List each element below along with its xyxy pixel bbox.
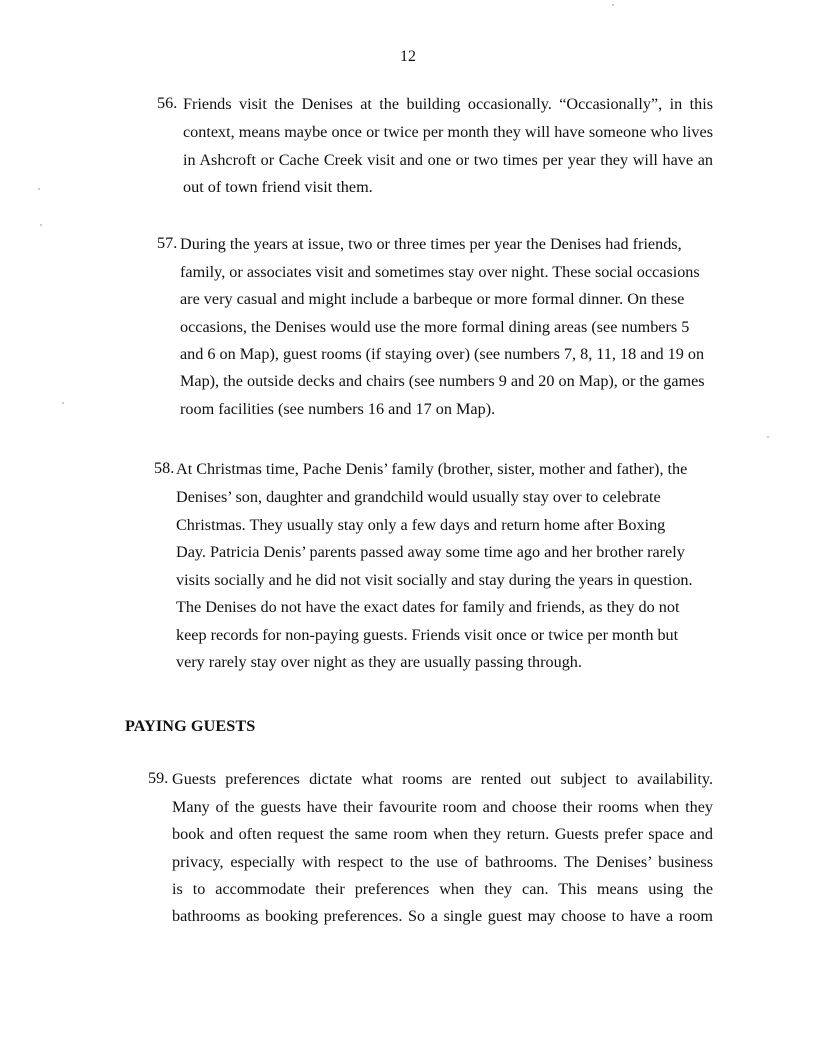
- paragraph-56: [157, 94, 713, 204]
- paragraph-line: At Christmas time, Pache Denis’ family (brother, sister, mother and father), the: [176, 460, 688, 478]
- paragraph-line: book and often request the same room when they return. Guests prefer space and: [172, 825, 713, 843]
- paragraph-line: is to accommodate their preferences when they can. This means using the: [172, 880, 713, 898]
- paragraph-line: bathrooms as booking preferences. So a single guest may choose to have a room: [172, 907, 713, 925]
- paragraph-line: privacy, especially with respect to the use of bathrooms. The Denises’ business: [172, 853, 713, 871]
- paragraph-number: 58.: [154, 459, 175, 477]
- paragraph-line: room facilities (see numbers 16 and 17 on Map).: [180, 400, 496, 418]
- paragraph-line: out of town friend visit them.: [183, 178, 373, 196]
- paragraph-59: [148, 769, 713, 939]
- paragraph-line: context, means maybe once or twice per month they will have someone who lives: [183, 123, 713, 141]
- paragraph-line: keep records for non-paying guests. Friends visit once or twice per month but: [176, 626, 679, 644]
- scan-speck: [40, 224, 42, 226]
- scan-speck: [767, 436, 769, 438]
- paragraph-line: occasions, the Denises would use the more formal dining areas (see numbers 5: [180, 318, 690, 336]
- paragraph-line: Many of the guests have their favourite room and choose their rooms when they: [172, 798, 713, 816]
- paragraph-line: Guests preferences dictate what rooms are rented out subject to availability.: [172, 770, 713, 788]
- scan-speck: [62, 402, 64, 404]
- paragraph-line: very rarely stay over night as they are usually passing through.: [176, 653, 582, 671]
- paragraph-line: and 6 on Map), guest rooms (if staying over) (see numbers 7, 8, 11, 18 and 19 on: [180, 345, 705, 363]
- paragraph-number: 59.: [148, 769, 169, 787]
- section-heading: PAYING GUESTS: [125, 717, 256, 735]
- paragraph-number: 57.: [157, 234, 178, 252]
- paragraph-line: During the years at issue, two or three times per year the Denises had friends,: [180, 235, 682, 253]
- scan-speck: [38, 188, 40, 190]
- paragraph-line: The Denises do not have the exact dates for family and friends, as they do not: [176, 598, 680, 616]
- paragraph-line: in Ashcroft or Cache Creek visit and one or two times per year they will have an: [183, 151, 713, 169]
- paragraph-line: Map), the outside decks and chairs (see numbers 9 and 20 on Map), or the games: [180, 372, 705, 390]
- paragraph-line: Day. Patricia Denis’ parents passed away some time ago and her brother rarely: [176, 543, 685, 561]
- paragraph-line: Christmas. They usually stay only a few days and return home after Boxing: [176, 516, 666, 534]
- paragraph-number: 56.: [157, 94, 178, 112]
- paragraph-58: [154, 459, 714, 684]
- paragraph-line: Friends visit the Denises at the building occasionally. “Occasionally”, in this: [183, 95, 713, 113]
- paragraph-line: are very casual and might include a barbeque or more formal dinner. On these: [180, 290, 685, 308]
- paragraph-57: [157, 234, 713, 429]
- page-number: 12: [400, 48, 416, 65]
- scan-speck: [612, 4, 614, 6]
- paragraph-line: family, or associates visit and sometimes stay over night. These social occasions: [180, 263, 700, 281]
- paragraph-line: Denises’ son, daughter and grandchild would usually stay over to celebrate: [176, 488, 661, 506]
- paragraph-line: visits socially and he did not visit socially and stay during the years in question.: [176, 571, 693, 589]
